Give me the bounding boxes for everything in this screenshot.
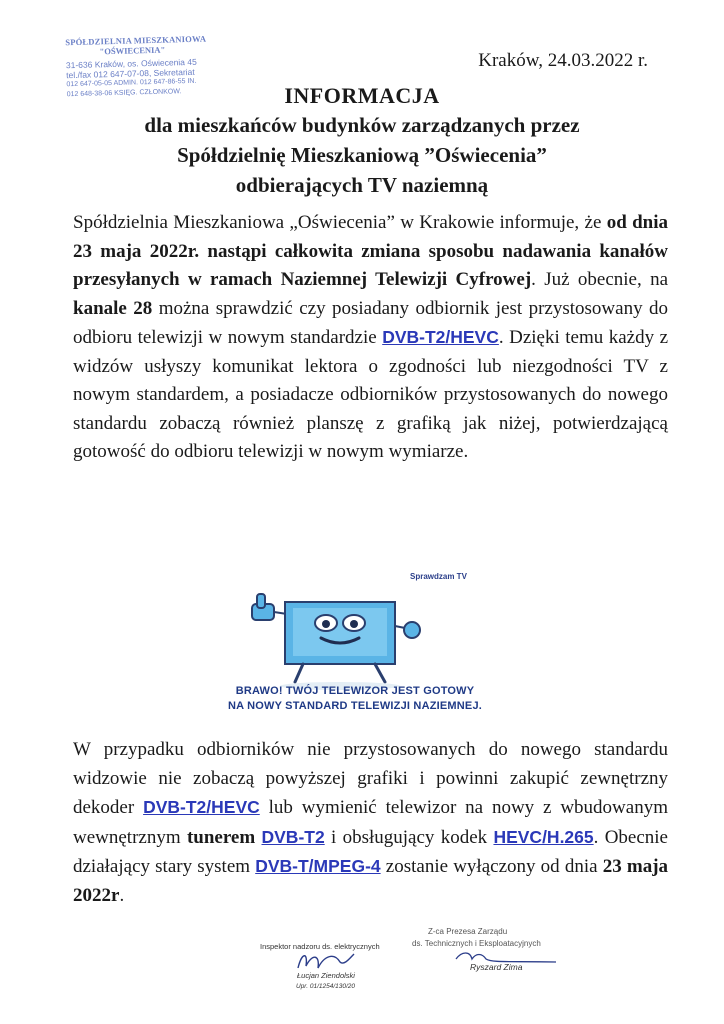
signatory-role: ds. Technicznych i Eksploatacyjnych [412,939,541,948]
document-subtitle-line: odbierających TV naziemną [235,173,489,197]
bold-text: od dnia 23 maja 2022r. nastąpi całkowita zmiana sposobu nadawania kanałów przesyłanych w ramach Naziemnej Telewizji Cyfrowej [73,212,669,290]
document-subtitle-line: Spółdzielnię Mieszkaniową ”Oświecenia” [177,143,547,167]
bold-text: 23 maja 2022r [73,856,669,906]
signatory-role: Inspektor nadzoru ds. elektrycznych [260,942,380,951]
stamp-line: 012 648-38-06 KSIĘG. CZŁONKOW. [66,87,182,98]
license-number: Upr. 01/1254/130/20 [296,983,356,990]
text: . Dzięki temu każdy z widzów usłyszy komunikat lektora o zgodności lub niezgodności TV z nowym standardem, a posiadacze odbiorników przystosowanych do nowego standardu zobaczą również planszę z grafiką jak niżej, potwierdzającą gotowość do odbioru telewizji w nowym wymiarze. [73,327,668,462]
document-header [0,82,724,200]
stamp-line: 31-636 Kraków, os. Oświecenia 45 [65,56,197,71]
caption-line: NA NOWY STANDARD TELEWIZJI NAZIEMNEJ. [227,700,483,712]
paragraph-intro [73,209,668,467]
document-subtitle-line: dla mieszkańców budynków zarządzanych przez [144,113,580,137]
standard-link[interactable]: DVB-T2/HEVC [143,797,260,817]
hand-icon [395,622,420,638]
stamp-line: 012 647-05-05 ADMIN. 012 647-86-55 IN. [66,77,197,89]
standard-link[interactable]: HEVC/H.265 [493,826,594,847]
text: zostanie wyłączony od dnia [380,856,603,877]
text: lub wymienić telewizor na nowy z wbudowanym wewnętrznym [73,797,668,848]
bold-text: tunerem [186,826,256,848]
text: i obsługujący kodek [324,826,494,848]
signatory-role: Z-ca Prezesa Zarządu [428,927,508,936]
text: . Już obecnie, na [531,269,669,290]
standard-link[interactable]: DVB-T2 [261,826,325,847]
standard-link[interactable]: DVB-T2/HEVC [382,327,499,347]
text: można sprawdzić czy posiadany odbiornik jest przystosowany do odbioru telewizji w nowym standardzie [73,297,668,348]
tv-screen-icon [285,602,395,682]
graphic-label: Sprawdzam TV [410,572,467,581]
stamp-line: "OŚWIECENIA" [99,44,166,56]
text: . Obecnie działający stary system [73,826,668,877]
thumbs-up-icon [252,594,287,620]
text: Spółdzielnia Mieszkaniowa „Oświecenia” w Krakowie informuje, że [73,212,607,233]
text: W przypadku odbiorników nie przystosowanych do nowego standardu widzowie nie zobaczą powyższej grafiki i powinni zakupić zewnętrzny dekoder [73,739,668,818]
caption-line: BRAWO! TWÓJ TELEWIZOR JEST GOTOWY [235,685,475,697]
bold-text: kanale 28 [73,297,153,319]
signatory-name: Ryszard Zima [470,962,523,972]
graphic-caption [170,684,540,714]
document-title: INFORMACJA [284,83,440,108]
document-date: Kraków, 24.03.2022 r. [478,50,648,71]
text: . [119,884,125,906]
stamp-line: tel./fax 012 647-07-08, Sekretariat [66,66,195,80]
stamp-line: SPÓŁDZIELNIA MIESZKANIOWA [65,33,207,48]
paragraph-requirements [73,736,668,910]
signatory-name: Łucjan Ziendolski [297,971,355,980]
standard-link[interactable]: DVB-T/MPEG-4 [255,856,381,876]
